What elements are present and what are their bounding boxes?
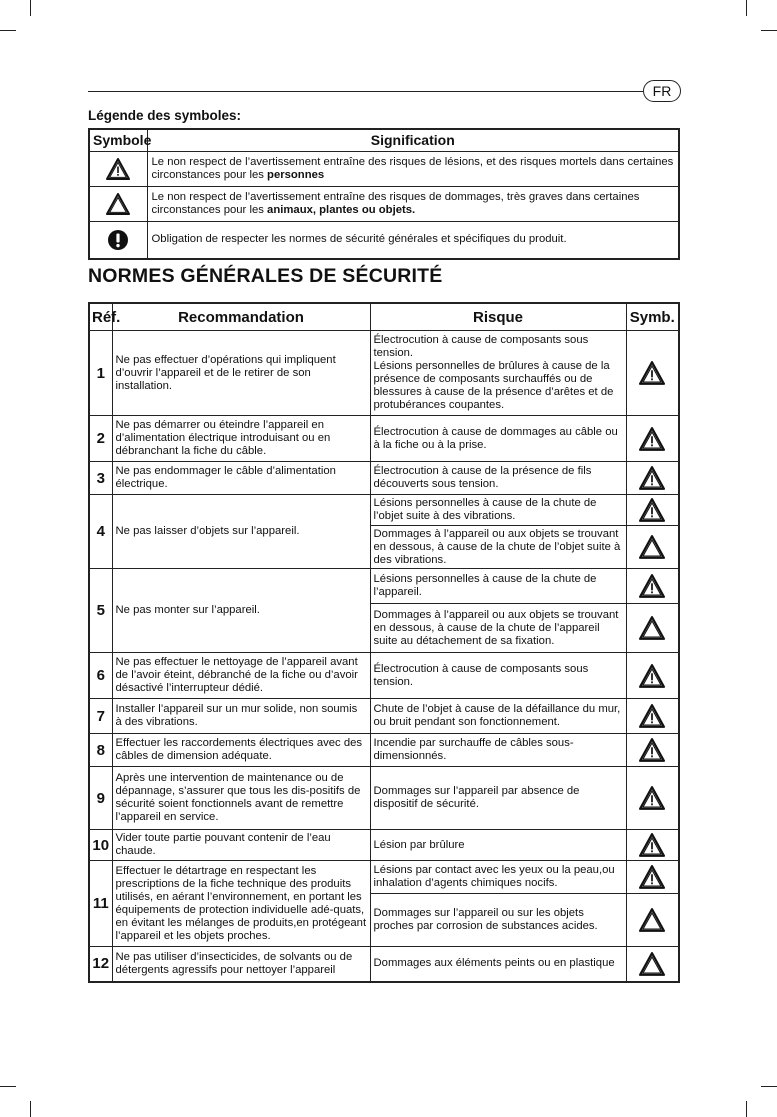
crop-mark	[746, 1101, 747, 1117]
legend-col-meaning: Signification	[147, 129, 679, 152]
norm-symbol-cell	[626, 604, 679, 653]
crop-mark	[0, 30, 16, 31]
norm-ref: 7	[89, 699, 112, 734]
norms-row	[89, 734, 679, 767]
norms-col-recommendation: Recommandation	[112, 303, 370, 331]
norm-recommendation: Ne pas effectuer le nettoyage de l’appareil avant de l’avoir éteint, débranché de la fiche ou d’avoir désactivé l’interrupteur dédié.	[112, 653, 370, 699]
norm-symbol-cell	[626, 830, 679, 861]
norm-risk: Dommages à l’appareil ou aux objets se trouvant en dessous, à cause de la chute de l’appareil suite au détachement de sa fixation.	[370, 604, 626, 653]
warning-exclamation-icon	[639, 785, 665, 811]
norms-col-ref: Réf.	[89, 303, 112, 331]
mandatory-exclamation-icon	[106, 228, 130, 252]
norms-row	[89, 331, 679, 416]
norm-symbol-cell	[626, 462, 679, 495]
legend-header-row	[89, 129, 679, 152]
legend-col-symbol: Symbole	[89, 129, 147, 152]
legend-meaning-text: Le non respect de l’avertissement entraîne des risques de lésions, et des risques mortels dans certaines circonstances pour les	[151, 156, 674, 181]
norm-recommendation: Vider toute partie pouvant contenir de l’eau chaude.	[112, 830, 370, 861]
norms-header-row	[89, 303, 679, 331]
norm-symbol-cell	[626, 894, 679, 947]
warning-exclamation-icon	[639, 832, 665, 858]
norm-recommendation: Après une intervention de maintenance ou de dépannage, s’assurer que tous les dis-positifs de sécurité soient fonctionnels avant de remettre l’appareil en service.	[112, 767, 370, 830]
warning-exclamation-icon	[639, 703, 665, 729]
norms-row	[89, 830, 679, 861]
warning-empty-icon	[639, 615, 665, 641]
norm-risk: Lésions personnelles à cause de la chute de l’objet suite à des vibrations.	[370, 495, 626, 526]
norm-risk: Dommages aux éléments peints ou en plastique	[370, 947, 626, 982]
norm-risk: Électrocution à cause de composants sous tension.	[370, 653, 626, 699]
legend-symbol-cell	[89, 187, 147, 222]
norm-risk: Électrocution à cause de composants sous tension. Lésions personnelles de brûlures à cause de la présence de composants surchauffés ou de blessures à cause de la présence d’arêtes et de protubérances coupantes.	[370, 331, 626, 416]
norm-ref: 1	[89, 331, 112, 416]
legend-row	[89, 152, 679, 187]
norms-row	[89, 569, 679, 604]
norm-risk: Chute de l’objet à cause de la défaillance du mur, ou bruit pendant son fonctionnement.	[370, 699, 626, 734]
norm-ref: 9	[89, 767, 112, 830]
norms-row	[89, 416, 679, 462]
language-badge: FR	[643, 80, 681, 102]
norm-risk: Dommages à l’appareil ou aux objets se trouvant en dessous, à cause de la chute de l’objet suite à des vibrations.	[370, 526, 626, 569]
norm-recommendation: Effectuer le détartrage en respectant les prescriptions de la fiche technique des produits utilisés, en aérant l’environnement, en portant les équipements de protection individuelle adé-quats, en évitant les mélanges de produits,en protégeant l’appareil et les objets proches.	[112, 861, 370, 947]
norm-ref: 12	[89, 947, 112, 982]
norms-row	[89, 947, 679, 982]
norm-symbol-cell	[626, 526, 679, 569]
norm-symbol-cell	[626, 699, 679, 734]
norms-row	[89, 653, 679, 699]
legend-row	[89, 222, 679, 259]
warning-exclamation-icon	[639, 465, 665, 491]
legend-row	[89, 187, 679, 222]
norm-risk: Lésions par contact avec les yeux ou la peau,ou inhalation d’agents chimiques nocifs.	[370, 861, 626, 894]
norm-ref: 8	[89, 734, 112, 767]
norm-ref: 10	[89, 830, 112, 861]
warning-exclamation-icon	[639, 864, 665, 890]
norm-symbol-cell	[626, 569, 679, 604]
warning-exclamation-icon	[639, 663, 665, 689]
legend-meaning-cell	[147, 152, 679, 187]
norm-recommendation: Ne pas utiliser d’insecticides, de solvants ou de détergents agressifs pour nettoyer l’appareil	[112, 947, 370, 982]
legend-meaning-text: Le non respect de l’avertissement entraîne des risques de dommages, très graves dans certaines circonstances pour les	[151, 191, 640, 216]
norm-symbol-cell	[626, 331, 679, 416]
norms-row	[89, 495, 679, 526]
legend-meaning-cell	[147, 187, 679, 222]
legend-symbol-cell	[89, 222, 147, 259]
norm-risk: Dommages sur l’appareil par absence de dispositif de sécurité.	[370, 767, 626, 830]
legend-meaning-emphasis: personnes	[267, 169, 325, 181]
crop-mark	[746, 0, 747, 16]
norm-symbol-cell	[626, 767, 679, 830]
norm-symbol-cell	[626, 416, 679, 462]
norm-recommendation: Ne pas effectuer d’opérations qui impliquent d’ouvrir l’appareil et de le retirer de son installation.	[112, 331, 370, 416]
norm-symbol-cell	[626, 734, 679, 767]
legend-meaning-text: Obligation de respecter les normes de sécurité générales et spécifiques du produit.	[151, 233, 567, 246]
warning-empty-icon	[639, 907, 665, 933]
norm-risk: Électrocution à cause de dommages au câble ou à la fiche ou à la prise.	[370, 416, 626, 462]
norm-risk: Lésion par brûlure	[370, 830, 626, 861]
section-title: NORMES GÉNÉRALES DE SÉCURITÉ	[88, 265, 443, 287]
warning-empty-icon	[639, 534, 665, 560]
norm-recommendation: Ne pas démarrer ou éteindre l’appareil en d’alimentation électrique introduisant ou en débranchant la fiche du câble.	[112, 416, 370, 462]
norm-risk: Électrocution à cause de la présence de fils découverts sous tension.	[370, 462, 626, 495]
norm-symbol-cell	[626, 861, 679, 894]
legend-symbol-cell	[89, 152, 147, 187]
norm-ref: 3	[89, 462, 112, 495]
crop-mark	[761, 30, 777, 31]
legend-title: Légende des symboles:	[88, 108, 242, 123]
warning-exclamation-icon	[639, 426, 665, 452]
warning-exclamation-icon	[639, 497, 665, 523]
warning-exclamation-icon	[639, 360, 665, 386]
norm-recommendation: Ne pas laisser d’objets sur l’appareil.	[112, 495, 370, 569]
header-rule	[88, 91, 643, 92]
norm-risk: Lésions personnelles à cause de la chute de l’appareil.	[370, 569, 626, 604]
norm-ref: 5	[89, 569, 112, 653]
warning-exclamation-icon	[639, 573, 665, 599]
norm-symbol-cell	[626, 653, 679, 699]
warning-exclamation-icon	[106, 157, 130, 181]
norm-ref: 4	[89, 495, 112, 569]
norm-recommendation: Ne pas monter sur l’appareil.	[112, 569, 370, 653]
norm-ref: 11	[89, 861, 112, 947]
norms-row	[89, 699, 679, 734]
crop-mark	[0, 1086, 16, 1087]
legend-meaning-cell	[147, 222, 679, 259]
norm-ref: 6	[89, 653, 112, 699]
crop-mark	[30, 1101, 31, 1117]
norm-symbol-cell	[626, 495, 679, 526]
norms-col-symbol: Symb.	[626, 303, 679, 331]
norm-symbol-cell	[626, 947, 679, 982]
norm-risk: Dommages sur l’appareil ou sur les objets proches par corrosion de substances acides.	[370, 894, 626, 947]
warning-empty-icon	[639, 951, 665, 977]
crop-mark	[30, 0, 31, 16]
legend-meaning-emphasis: animaux, plantes ou objets.	[267, 204, 416, 216]
norms-row	[89, 861, 679, 894]
safety-norms-table	[88, 302, 680, 983]
legend-table	[88, 128, 680, 260]
norm-ref: 2	[89, 416, 112, 462]
norm-recommendation: Installer l’appareil sur un mur solide, non soumis à des vibrations.	[112, 699, 370, 734]
crop-mark	[761, 1086, 777, 1087]
norm-recommendation: Ne pas endommager le câble d’alimentation électrique.	[112, 462, 370, 495]
norms-row	[89, 767, 679, 830]
warning-empty-icon	[106, 192, 130, 216]
norms-row	[89, 462, 679, 495]
norm-risk: Incendie par surchauffe de câbles sous-dimensionnés.	[370, 734, 626, 767]
norm-recommendation: Effectuer les raccordements électriques avec des câbles de dimension adéquate.	[112, 734, 370, 767]
norms-col-risk: Risque	[370, 303, 626, 331]
warning-exclamation-icon	[639, 737, 665, 763]
